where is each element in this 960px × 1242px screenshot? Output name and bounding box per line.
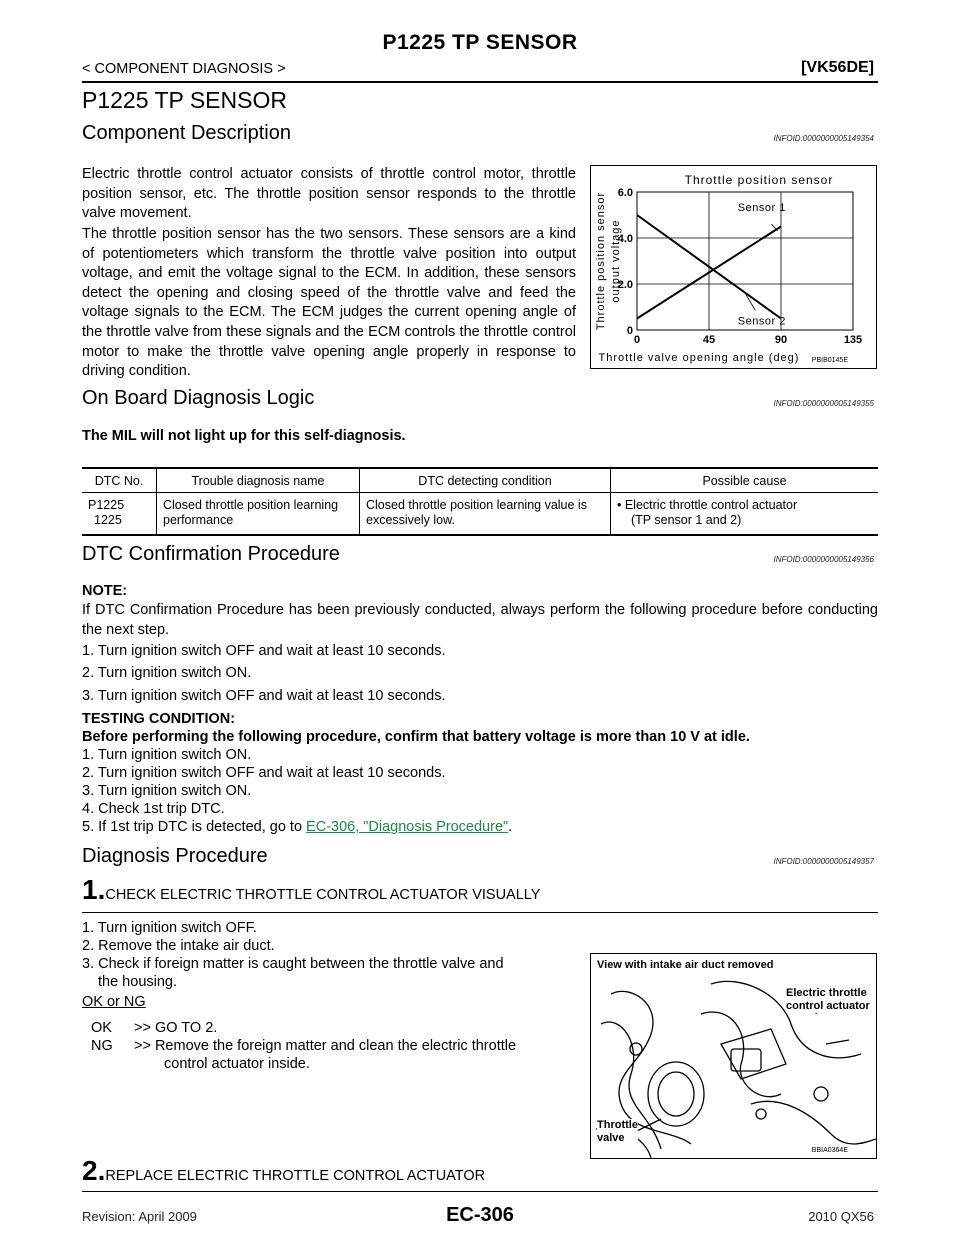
throttle-valve-label: [597, 1119, 638, 1145]
x-tick-label: 90: [774, 334, 788, 346]
engine-code: [VK56DE]: [801, 59, 874, 76]
testing-condition-label: TESTING CONDITION:: [82, 711, 236, 727]
procedure-step-5: [82, 818, 512, 837]
step-1-item: 1. Turn ignition switch OFF.: [82, 920, 257, 936]
component-description-heading: Component Description: [82, 122, 291, 144]
step5-prefix: 5. If 1st trip DTC is detected, go to: [82, 819, 307, 835]
dtc-code: P1225: [88, 498, 125, 512]
name-line-1: Closed throttle position learning: [163, 498, 339, 512]
dtc-table: [82, 467, 878, 536]
actuator-label-line-1: Electric throttle: [786, 987, 867, 999]
page-number: EC-306: [446, 1204, 514, 1226]
dtc-confirmation-heading: DTC Confirmation Procedure: [82, 543, 340, 565]
step-1-item: 3. Check if foreign matter is caught between the throttle valve and: [82, 956, 504, 972]
step-1-title: CHECK ELECTRIC THROTTLE CONTROL ACTUATOR VISUALLY: [105, 887, 541, 903]
diagnosis-procedure-link[interactable]: EC-306, "Diagnosis Procedure": [306, 819, 509, 835]
component-paragraph-1: Electric throttle control actuator consists of throttle control motor, throttle position sensor, etc. The throttle position sensor responds to the throttle valve movement.: [82, 166, 576, 222]
step-1-heading: [82, 874, 540, 906]
infoid-component: INFOID:0000000005149354: [773, 134, 874, 143]
testing-condition-text: Before performing the following procedure, confirm that battery voltage is more than 10 V at idle.: [82, 729, 750, 745]
actuator-label: [786, 987, 870, 1013]
chart-fig-id: PBIB0145E: [811, 357, 848, 364]
x-tick-label: 135: [843, 334, 863, 346]
table-row: [82, 493, 878, 536]
infoid-diag: INFOID:0000000005149357: [773, 857, 874, 866]
note-label: NOTE:: [82, 583, 128, 599]
condition-line-2: excessively low.: [366, 513, 455, 527]
note-text: If DTC Confirmation Procedure has been previously conducted, always perform the following procedure before conducting the next step.: [82, 602, 878, 638]
name-line-2: performance: [163, 513, 234, 527]
tp-sensor-chart: [591, 166, 876, 368]
dtc-cell: [82, 493, 157, 536]
series-label-1: Sensor 1: [737, 202, 786, 214]
model-year: 2010 QX56: [808, 1209, 874, 1224]
cause-cell: [611, 493, 879, 536]
condition-line-1: Closed throttle position learning value is: [366, 498, 587, 512]
photo-fig-id: BBIA0364E: [811, 1147, 848, 1154]
procedure-step: 1. Turn ignition switch ON.: [82, 747, 252, 763]
pre-step: 2. Turn ignition switch ON.: [82, 665, 252, 681]
step-1-rule: [82, 912, 878, 913]
step-2-rule: [82, 1191, 878, 1192]
procedure-step: 4. Check 1st trip DTC.: [82, 801, 225, 817]
x-tick-label: 0: [633, 334, 641, 346]
pre-step: 1. Turn ignition switch OFF and wait at least 10 seconds.: [82, 643, 446, 659]
chart-xlabel: Throttle valve opening angle (deg): [598, 352, 800, 364]
table-header: Trouble diagnosis name: [157, 468, 360, 493]
diagnosis-procedure-heading: Diagnosis Procedure: [82, 845, 268, 867]
revision-date: Revision: April 2009: [82, 1209, 197, 1224]
ok-label: OK: [91, 1020, 112, 1036]
ok-action: >> GO TO 2.: [134, 1020, 218, 1036]
table-header: DTC No.: [82, 468, 157, 493]
step-1-item: 2. Remove the intake air duct.: [82, 938, 275, 954]
series-label-2: Sensor 2: [737, 315, 786, 328]
chart-title: Throttle position sensor: [684, 173, 834, 187]
procedure-step: 3. Turn ignition switch ON.: [82, 783, 252, 799]
name-cell: [157, 493, 360, 536]
actuator-label-line-2: control actuator: [786, 1000, 870, 1012]
infoid-obd: INFOID:0000000005149355: [773, 399, 874, 408]
step-2-number: 2.: [82, 1155, 106, 1186]
table-header: Possible cause: [611, 468, 879, 493]
ng-action-cont: control actuator inside.: [164, 1056, 310, 1072]
condition-cell: [360, 493, 611, 536]
component-paragraph-2: The throttle position sensor has the two sensors. These sensors are a kind of potentiometers which transform the throttle valve position into output voltage, and emit the voltage signal to the ECM. In addition, these sensors detect the opening and closing speed of the throttle valve and feed the voltage signals to the ECM. The ECM judges the current opening angle of the throttle valve from these signals and the ECM controls the throttle control motor to make the throttle valve opening angle properly in response to driving condition.: [82, 226, 576, 380]
ng-action: >> Remove the foreign matter and clean the electric throttle: [134, 1038, 517, 1054]
cause-line-2: (TP sensor 1 and 2): [631, 513, 742, 527]
obd-logic-heading: On Board Diagnosis Logic: [82, 387, 315, 409]
procedure-step: 2. Turn ignition switch OFF and wait at least 10 seconds.: [82, 765, 446, 781]
page-title: P1225 TP SENSOR: [82, 87, 287, 113]
mil-note: The MIL will not light up for this self-diagnosis.: [82, 428, 406, 444]
y-tick-label: 4.0: [617, 233, 633, 245]
infoid-dtc: INFOID:0000000005149356: [773, 555, 874, 564]
dtc-code-short: 1225: [94, 513, 122, 527]
ng-label: NG: [91, 1038, 113, 1054]
throttle-actuator-photo: [590, 953, 877, 1159]
y-tick-label: 2.0: [617, 279, 633, 291]
table-header-row: [82, 468, 878, 493]
y-tick-label: 6.0: [617, 187, 633, 199]
pre-step: 3. Turn ignition switch OFF and wait at least 10 seconds.: [82, 688, 446, 704]
step5-suffix: .: [508, 819, 513, 835]
cause-line-1: • Electric throttle control actuator: [617, 498, 798, 512]
table-header: DTC detecting condition: [360, 468, 611, 493]
running-header-title: P1225 TP SENSOR: [382, 31, 578, 54]
throttle-valve-label-line-2: valve: [597, 1132, 625, 1144]
throttle-valve-label-line-1: Throttle: [597, 1119, 638, 1131]
chart-ylabel-2: output voltage: [610, 219, 622, 303]
ok-or-ng-label: OK or NG: [82, 994, 146, 1010]
photo-caption: View with intake air duct removed: [597, 959, 774, 971]
x-tick-label: 45: [702, 334, 716, 346]
step-1-number: 1.: [82, 874, 106, 905]
y-tick-label: 0: [626, 325, 633, 337]
step-2-title: REPLACE ELECTRIC THROTTLE CONTROL ACTUATOR: [105, 1168, 486, 1184]
step-2-heading: [82, 1155, 485, 1187]
tp-sensor-chart-figure: [590, 165, 877, 369]
section-breadcrumb: < COMPONENT DIAGNOSIS >: [82, 61, 286, 77]
chart-ylabel-1: Throttle position sensor: [595, 191, 607, 331]
step-1-item-cont: the housing.: [98, 974, 178, 990]
header-rule: [82, 81, 878, 83]
